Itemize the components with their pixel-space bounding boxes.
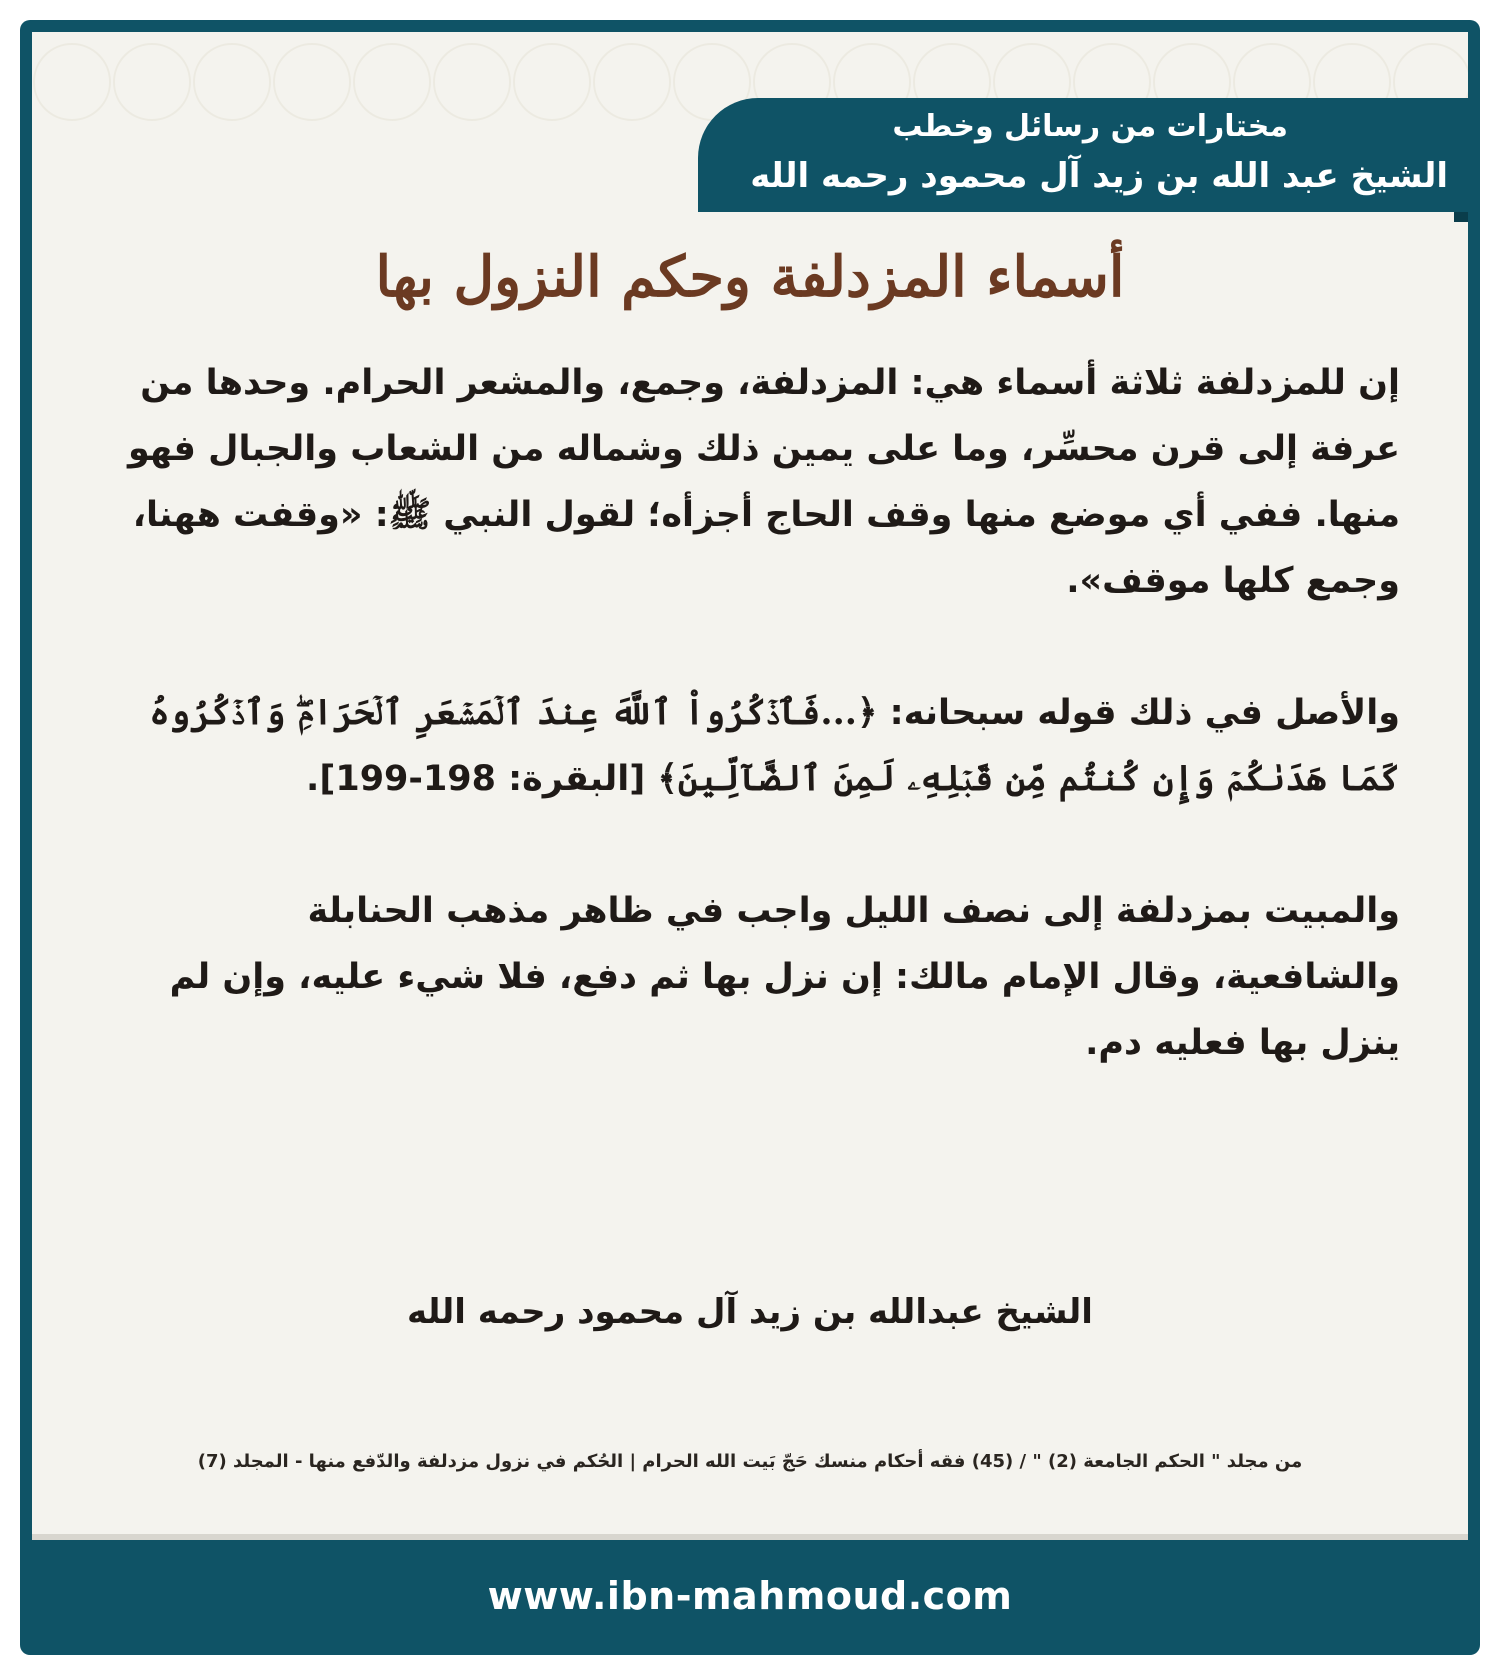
- series-title: مختارات من رسائل وخطب: [892, 109, 1288, 144]
- author-signature: الشيخ عبدالله بن زيد آل محمود رحمه الله: [407, 1292, 1093, 1332]
- paragraph-1: إن للمزدلفة ثلاثة أسماء هي: المزدلفة، وجمع، والمشعر الحرام. وحدها من عرفة إلى قرن محسِّر، وما على يمين ذلك وشماله من الشعاب والجبال فهو منها. ففي أي موضع منها وقف الحاج أجزأه؛ لقول النبي ﷺ: «وقفت ههنا، وجمع كلها موقف».: [127, 363, 1400, 601]
- banner-notch: [1454, 212, 1468, 222]
- paragraph-2-intro: والأصل في ذلك قوله سبحانه:: [877, 693, 1400, 733]
- content-card: [32, 32, 1468, 1540]
- article-body: [122, 350, 1400, 1076]
- series-banner: [698, 98, 1468, 212]
- source-citation: من مجلد " الحكم الجامعة (2) " / (45) فقه أحكام منسك حَجّ بَيت الله الحرام | الحُكم في نزول مزدلفة والدّفع منها - المجلد (7): [197, 1451, 1303, 1472]
- page-frame: [20, 20, 1480, 1655]
- paragraph-2: [122, 680, 1400, 812]
- page-title: أسماء المزدلفة وحكم النزول بها: [375, 244, 1125, 310]
- verse-reference: [البقرة: 198-199].: [306, 759, 658, 799]
- card-bottom-shade: [32, 1534, 1468, 1540]
- quran-verse: ﴿...فَٱذۡكُرُواْ ٱللَّهَ عِندَ ٱلۡمَشۡعَرِ ٱلۡحَرَامِۖ وَٱذۡكُرُوهُ كَمَا هَدَىٰكُمۡ وَإِن كُنتُم مِّن قَبۡلِهِۦ لَمِنَ ٱلضَّآلِّينَ﴾: [149, 692, 1400, 799]
- paragraph-3: والمبيت بمزدلفة إلى نصف الليل واجب في ظاهر مذهب الحنابلة والشافعية، وقال الإمام مالك: إن نزل بها ثم دفع، فلا شيء عليه، وإن لم ينزل بها فعليه دم.: [169, 891, 1400, 1063]
- website-link[interactable]: www.ibn-mahmoud.com: [487, 1574, 1013, 1618]
- series-author: الشيخ عبد الله بن زيد آل محمود رحمه الله: [750, 156, 1448, 196]
